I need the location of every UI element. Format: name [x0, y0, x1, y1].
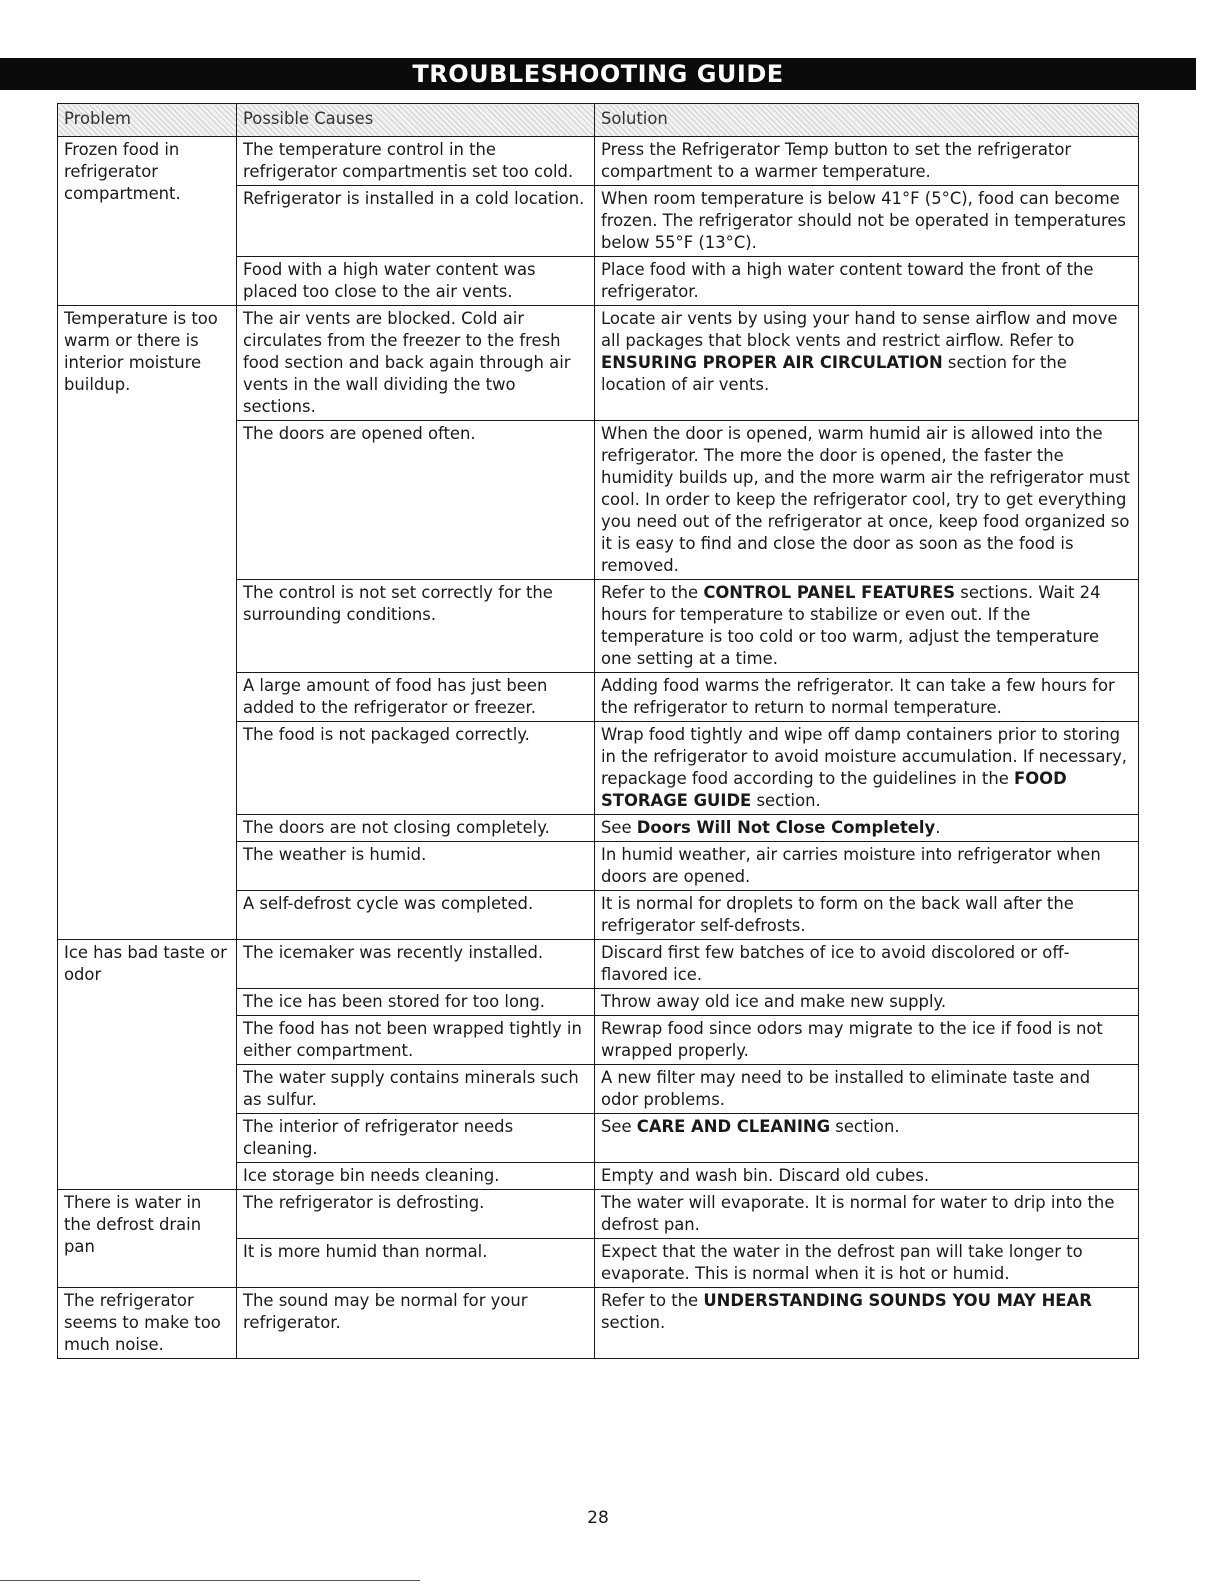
solution-text: Wrap food tightly and wipe off damp containers prior to storing in the refrigerator to avoid moisture accumulation. If necessary, repackage food according to the guidelines in the: [601, 725, 1128, 788]
cause-cell: A large amount of food has just been added to the refrigerator or freezer.: [237, 673, 595, 722]
cause-cell: Ice storage bin needs cleaning.: [237, 1163, 595, 1190]
solution-text: See: [601, 818, 637, 837]
solution-cell: [595, 580, 1139, 673]
solution-cell: Adding food warms the refrigerator. It can take a few hours for the refrigerator to return to normal temperature.: [595, 673, 1139, 722]
page-title: TROUBLESHOOTING GUIDE: [0, 58, 1196, 90]
section-reference: UNDERSTANDING SOUNDS YOU MAY HEAR: [703, 1291, 1092, 1310]
cause-cell: The interior of refrigerator needs cleaning.: [237, 1114, 595, 1163]
table-row: [58, 1190, 1139, 1239]
solution-cell: When room temperature is below 41°F (5°C), food can become frozen. The refrigerator should not be operated in temperatures below 55°F (13°C).: [595, 186, 1139, 257]
cause-cell: The food is not packaged correctly.: [237, 722, 595, 815]
cause-cell: The doors are not closing completely.: [237, 815, 595, 842]
problem-cell: There is water in the defrost drain pan: [58, 1190, 237, 1288]
problem-cell: Temperature is too warm or there is interior moisture buildup.: [58, 306, 237, 940]
section-reference: ENSURING PROPER AIR CIRCULATION: [601, 353, 943, 372]
footer-divider: [0, 1580, 420, 1581]
solution-cell: Discard first few batches of ice to avoid discolored or off-flavored ice.: [595, 940, 1139, 989]
solution-text: See: [601, 1117, 637, 1136]
solution-cell: Throw away old ice and make new supply.: [595, 989, 1139, 1016]
cause-cell: A self-defrost cycle was completed.: [237, 891, 595, 940]
section-reference: FOOD STORAGE GUIDE: [601, 769, 1067, 810]
solution-text: Locate air vents by using your hand to sense airflow and move all packages that block vents and restrict airflow. Refer to: [601, 309, 1118, 350]
solution-cell: [595, 1114, 1139, 1163]
solution-cell: [595, 722, 1139, 815]
solution-cell: Empty and wash bin. Discard old cubes.: [595, 1163, 1139, 1190]
table-row: [58, 940, 1139, 989]
cause-cell: The icemaker was recently installed.: [237, 940, 595, 989]
solution-text: Refer to the: [601, 1291, 704, 1310]
solution-text: section.: [830, 1117, 900, 1136]
page-number: 28: [587, 1508, 609, 1528]
problem-cell: Frozen food in refrigerator compartment.: [58, 137, 237, 306]
solution-cell: Rewrap food since odors may migrate to the ice if food is not wrapped properly.: [595, 1016, 1139, 1065]
table-header-row: [58, 104, 1139, 137]
cause-cell: Food with a high water content was placed too close to the air vents.: [237, 257, 595, 306]
solution-cell: It is normal for droplets to form on the back wall after the refrigerator self-defrosts.: [595, 891, 1139, 940]
cause-cell: The temperature control in the refrigerator compartmentis set too cold.: [237, 137, 595, 186]
cause-cell: The ice has been stored for too long.: [237, 989, 595, 1016]
cause-cell: The air vents are blocked. Cold air circulates from the freezer to the fresh food section and back again through air vents in the wall dividing the two sections.: [237, 306, 595, 421]
cause-cell: The water supply contains minerals such as sulfur.: [237, 1065, 595, 1114]
header-problem: Problem: [58, 104, 237, 137]
solution-cell: [595, 1288, 1139, 1359]
table-row: [58, 1288, 1139, 1359]
solution-cell: Expect that the water in the defrost pan will take longer to evaporate. This is normal when it is hot or humid.: [595, 1239, 1139, 1288]
cause-cell: The weather is humid.: [237, 842, 595, 891]
solution-cell: The water will evaporate. It is normal for water to drip into the defrost pan.: [595, 1190, 1139, 1239]
cause-cell: The control is not set correctly for the surrounding conditions.: [237, 580, 595, 673]
cause-cell: The sound may be normal for your refrigerator.: [237, 1288, 595, 1359]
cause-cell: The food has not been wrapped tightly in either compartment.: [237, 1016, 595, 1065]
solution-cell: A new filter may need to be installed to eliminate taste and odor problems.: [595, 1065, 1139, 1114]
solution-cell: In humid weather, air carries moisture into refrigerator when doors are opened.: [595, 842, 1139, 891]
solution-text: section for the location of air vents.: [601, 353, 1067, 394]
section-reference: CARE AND CLEANING: [636, 1117, 831, 1136]
problem-cell: The refrigerator seems to make too much noise.: [58, 1288, 237, 1359]
solution-cell: Press the Refrigerator Temp button to set the refrigerator compartment to a warmer temperature.: [595, 137, 1139, 186]
section-reference: Doors Will Not Close Completely: [636, 818, 936, 837]
solution-cell: [595, 306, 1139, 421]
solution-cell: Place food with a high water content toward the front of the refrigerator.: [595, 257, 1139, 306]
troubleshooting-table: [57, 103, 1139, 1359]
header-solution: Solution: [595, 104, 1139, 137]
solution-text: section.: [751, 791, 821, 810]
solution-text: section.: [601, 1313, 666, 1332]
solution-text: Refer to the: [601, 583, 704, 602]
table-row: [58, 137, 1139, 186]
problem-cell: Ice has bad taste or odor: [58, 940, 237, 1190]
cause-cell: The refrigerator is defrosting.: [237, 1190, 595, 1239]
section-reference: CONTROL PANEL FEATURES: [703, 583, 956, 602]
cause-cell: It is more humid than normal.: [237, 1239, 595, 1288]
solution-text: .: [935, 818, 941, 837]
cause-cell: The doors are opened often.: [237, 421, 595, 580]
solution-cell: When the door is opened, warm humid air is allowed into the refrigerator. The more the door is opened, the faster the humidity builds up, and the more warm air the refrigerator must cool. In order to keep the refrigerator cool, try to get everything you need out of the refrigerator at once, keep food organized so it is easy to find and close the door as soon as the food is removed.: [595, 421, 1139, 580]
solution-text: sections. Wait 24 hours for temperature to stabilize or even out. If the temperature is too cold or too warm, adjust the temperature one setting at a time.: [601, 583, 1101, 668]
header-possible-causes: Possible Causes: [237, 104, 595, 137]
solution-cell: [595, 815, 1139, 842]
table-row: [58, 306, 1139, 421]
cause-cell: Refrigerator is installed in a cold location.: [237, 186, 595, 257]
